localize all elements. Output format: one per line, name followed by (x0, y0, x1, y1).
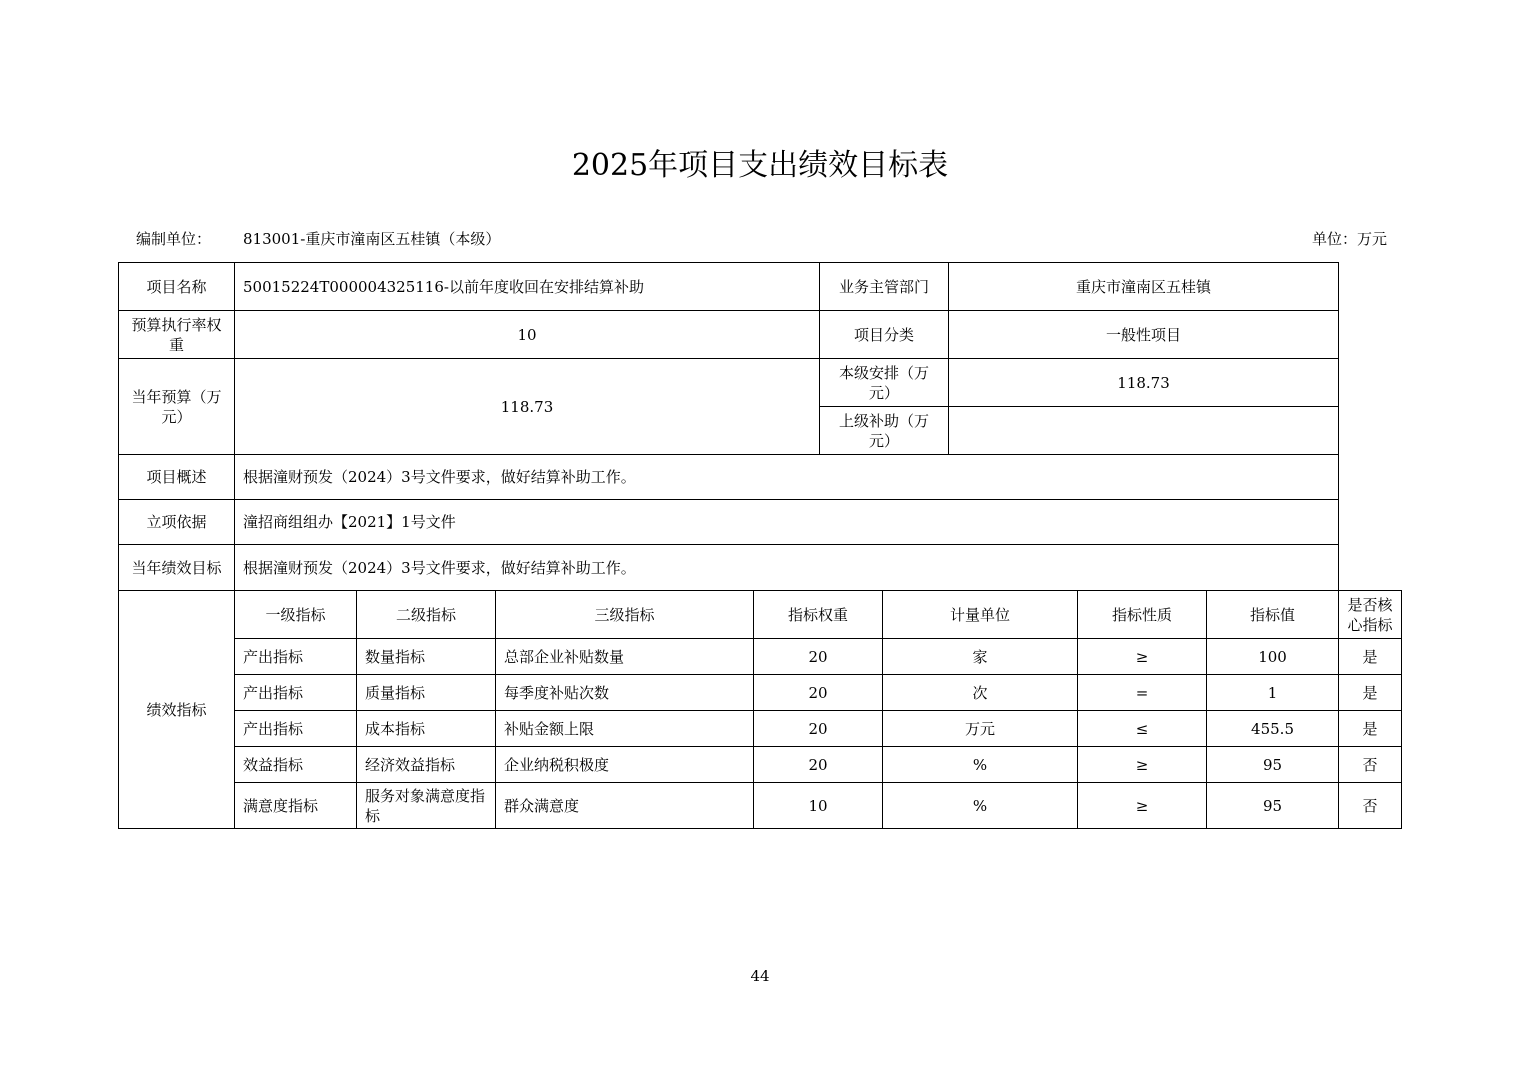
header-core: 是否核心指标 (1339, 591, 1402, 639)
weight-cell: 20 (754, 639, 883, 675)
basis-value: 潼招商组组办【2021】1号文件 (235, 500, 1339, 545)
value-cell: 95 (1207, 747, 1339, 783)
overview-value: 根据潼财预发（2024）3号文件要求，做好结算补助工作。 (235, 455, 1339, 500)
header-unit: 计量单位 (883, 591, 1078, 639)
nature-cell: ≤ (1078, 711, 1207, 747)
page-number: 44 (750, 967, 770, 985)
weight-cell: 20 (754, 711, 883, 747)
unit-cell: 家 (883, 639, 1078, 675)
local-value: 118.73 (949, 359, 1339, 407)
level3-cell: 补贴金额上限 (496, 711, 754, 747)
goal-label: 当年绩效目标 (119, 545, 235, 591)
header-level3: 三级指标 (496, 591, 754, 639)
indicator-header-row (119, 591, 1402, 639)
dept-value: 重庆市潼南区五桂镇 (949, 263, 1339, 311)
value-cell: 1 (1207, 675, 1339, 711)
weight-cell: 20 (754, 675, 883, 711)
exec-weight-value: 10 (235, 311, 820, 359)
level1-cell: 产出指标 (235, 711, 357, 747)
level1-cell: 效益指标 (235, 747, 357, 783)
nature-cell: ≥ (1078, 783, 1207, 829)
upper-label: 上级补助（万元） (820, 407, 949, 455)
table-row (119, 711, 1402, 747)
level2-cell: 服务对象满意度指标 (357, 783, 496, 829)
row-basis (119, 500, 1402, 545)
org-value: 813001-重庆市潼南区五桂镇（本级） (243, 230, 501, 248)
value-cell: 100 (1207, 639, 1339, 675)
level1-cell: 产出指标 (235, 675, 357, 711)
weight-cell: 20 (754, 747, 883, 783)
weight-cell: 10 (754, 783, 883, 829)
unit-label: 单位：万元 (1312, 230, 1388, 248)
table-row (119, 747, 1402, 783)
exec-weight-label: 预算执行率权重 (119, 311, 235, 359)
category-value: 一般性项目 (949, 311, 1339, 359)
budget-value: 118.73 (235, 359, 820, 455)
core-cell: 是 (1339, 639, 1402, 675)
upper-value (949, 407, 1339, 455)
nature-cell: ≥ (1078, 747, 1207, 783)
level3-cell: 每季度补贴次数 (496, 675, 754, 711)
level1-cell: 产出指标 (235, 639, 357, 675)
performance-table (118, 262, 1402, 829)
org-label: 编制单位： (136, 230, 212, 248)
dept-label: 业务主管部门 (820, 263, 949, 311)
basis-label: 立项依据 (119, 500, 235, 545)
level3-cell: 企业纳税积极度 (496, 747, 754, 783)
value-cell: 95 (1207, 783, 1339, 829)
row-overview (119, 455, 1402, 500)
category-label: 项目分类 (820, 311, 949, 359)
project-name-value: 50015224T000004325116-以前年度收回在安排结算补助 (235, 263, 820, 311)
table-row (119, 639, 1402, 675)
level2-cell: 质量指标 (357, 675, 496, 711)
level3-cell: 总部企业补贴数量 (496, 639, 754, 675)
row-budget (119, 359, 1402, 407)
goal-value: 根据潼财预发（2024）3号文件要求，做好结算补助工作。 (235, 545, 1339, 591)
level2-cell: 经济效益指标 (357, 747, 496, 783)
unit-cell: 次 (883, 675, 1078, 711)
value-cell: 455.5 (1207, 711, 1339, 747)
project-name-label: 项目名称 (119, 263, 235, 311)
page-title: 2025年项目支出绩效目标表 (571, 148, 949, 183)
core-cell: 是 (1339, 675, 1402, 711)
core-cell: 是 (1339, 711, 1402, 747)
row-project-name (119, 263, 1402, 311)
overview-label: 项目概述 (119, 455, 235, 500)
table-row (119, 675, 1402, 711)
level2-cell: 成本指标 (357, 711, 496, 747)
header-nature: 指标性质 (1078, 591, 1207, 639)
unit-cell: % (883, 747, 1078, 783)
budget-label: 当年预算（万元） (119, 359, 235, 455)
unit-cell: 万元 (883, 711, 1078, 747)
level3-cell: 群众满意度 (496, 783, 754, 829)
core-cell: 否 (1339, 783, 1402, 829)
table-row (119, 783, 1402, 829)
nature-cell: = (1078, 675, 1207, 711)
header-value: 指标值 (1207, 591, 1339, 639)
unit-cell: % (883, 783, 1078, 829)
row-exec-weight (119, 311, 1402, 359)
level1-cell: 满意度指标 (235, 783, 357, 829)
core-cell: 否 (1339, 747, 1402, 783)
nature-cell: ≥ (1078, 639, 1207, 675)
level2-cell: 数量指标 (357, 639, 496, 675)
header-level1: 一级指标 (235, 591, 357, 639)
header-weight: 指标权重 (754, 591, 883, 639)
local-label: 本级安排（万元） (820, 359, 949, 407)
header-level2: 二级指标 (357, 591, 496, 639)
row-goal (119, 545, 1402, 591)
indicator-section-label: 绩效指标 (119, 591, 235, 829)
